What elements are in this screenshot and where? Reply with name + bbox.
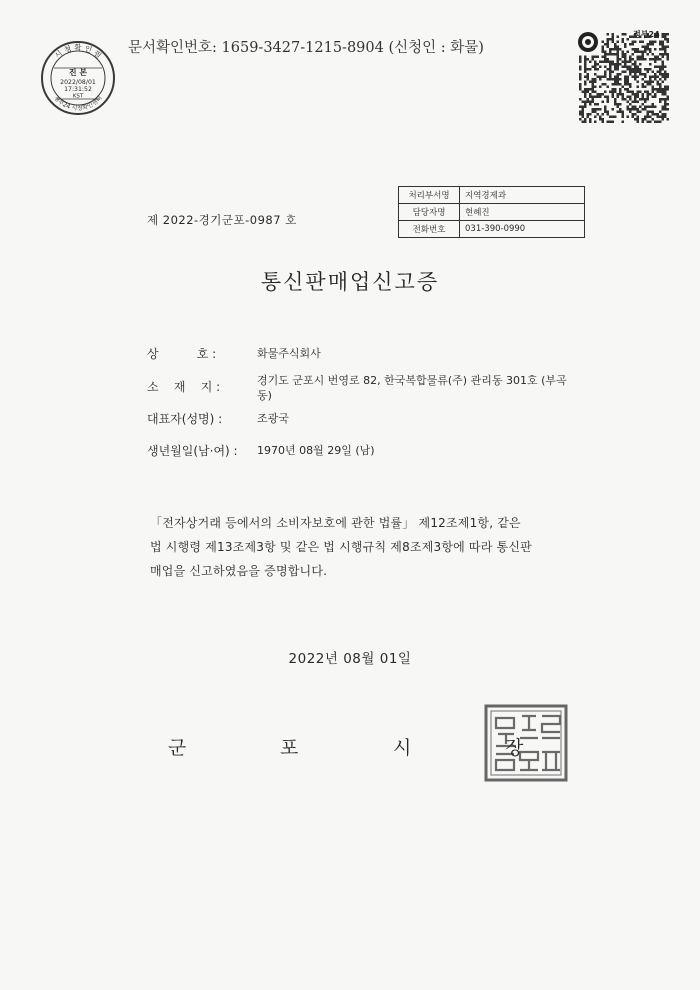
- document-confirmation-number: 문서확인번호: 1659-3427-1215-8904 (신청인 : 화물): [128, 40, 484, 56]
- statement-line-3: 매업을 신고하였음을 증명합니다.: [150, 564, 328, 578]
- processing-info-table: [398, 186, 585, 238]
- seal-top-text: 시 청 확 인 필: [52, 43, 104, 61]
- trade-name-label: 상 호 :: [147, 347, 217, 361]
- table-row: [399, 204, 585, 221]
- phone-value: 031-390-0990: [460, 221, 585, 238]
- trade-name-value: 화물주식회사: [257, 347, 321, 360]
- birth-date-value: 1970년 08월 29일 (남): [257, 444, 375, 457]
- officer-value: 현혜진: [460, 204, 585, 221]
- phone-label: 전화번호: [399, 221, 460, 238]
- seal-timezone: KST: [72, 93, 84, 100]
- qr-label: 정부24: [633, 30, 660, 39]
- certification-statement: [150, 511, 582, 583]
- processing-dept-value: 지역경제과: [460, 187, 585, 204]
- address-value: 경기도 군포시 번영로 82, 한국복합물류(주) 관리동 301호 (부곡동): [257, 374, 567, 402]
- statement-line-2: 법 시행령 제13조제3항 및 같은 법 시행규칙 제8조제3항에 따라 통신판: [150, 540, 532, 554]
- official-seal: [484, 704, 568, 782]
- representative-label: 대표자(성명) :: [147, 412, 223, 426]
- address-label: 소 재 지 :: [147, 380, 221, 394]
- statement-line-1: 「전자상거래 등에서의 소비자보호에 관한 법률」 제12조제1항, 같은: [150, 516, 521, 530]
- processing-dept-label: 처리부서명: [399, 187, 460, 204]
- seal-bottom-text: 정부24 시청확인센터: [52, 94, 104, 113]
- verification-qr-code: [574, 28, 674, 128]
- officer-label: 담당자명: [399, 204, 460, 221]
- seal-center-text: 진 본: [68, 68, 88, 77]
- table-row: [399, 221, 585, 238]
- issuer-char-4: 장: [505, 737, 524, 759]
- certificate-title: 통신판매업신고증: [260, 270, 440, 294]
- seal-time: 17:31:52: [64, 86, 92, 93]
- issue-date: 2022년 08월 01일: [288, 651, 412, 667]
- issuer-char-2: 포: [280, 737, 299, 759]
- svg-text:시 청 확 인 필: [53, 42, 104, 60]
- issuer-char-3: 시: [393, 737, 412, 759]
- table-row: [399, 187, 585, 204]
- registration-number: 제 2022-경기군포-0987 호: [147, 213, 297, 227]
- representative-value: 조광국: [257, 412, 289, 425]
- seal-date: 2022/08/01: [60, 79, 96, 86]
- issuer-char-1: 군: [168, 737, 187, 759]
- authenticity-seal: [40, 40, 116, 116]
- birth-date-label: 생년월일(남·여) :: [147, 444, 238, 458]
